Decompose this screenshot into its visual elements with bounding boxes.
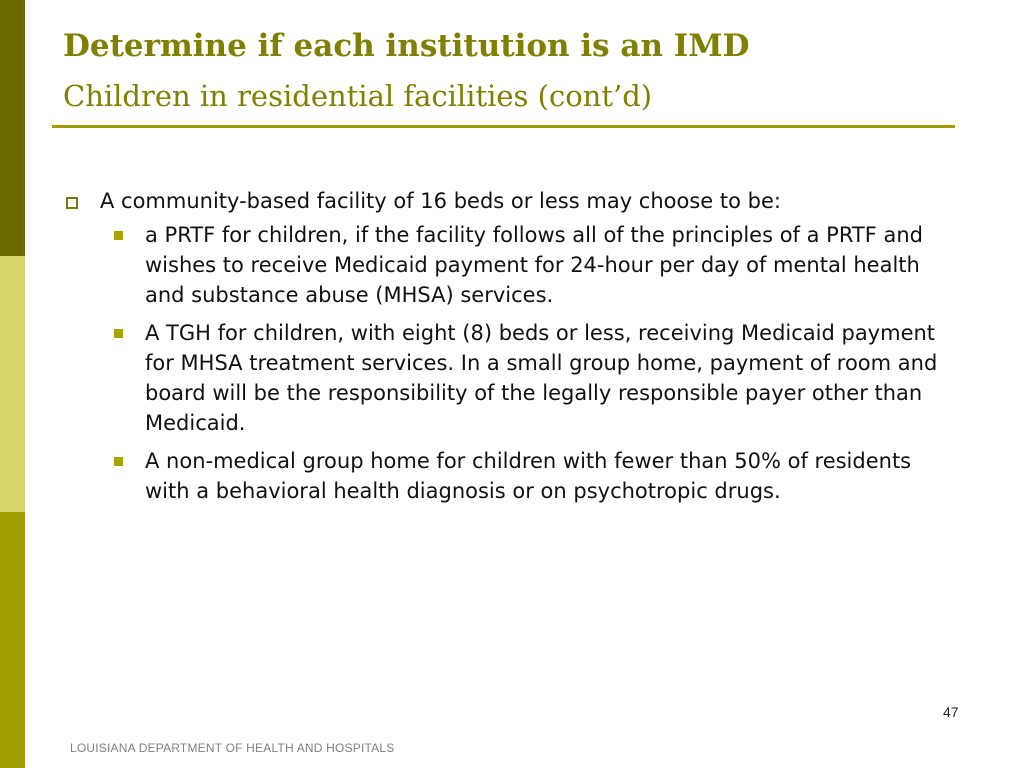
slide-title: Determine if each institution is an IMD	[63, 28, 750, 64]
sub-bullet-prtf	[145, 220, 957, 310]
sub-bullet-group-home	[145, 446, 957, 506]
page-number: 47	[943, 704, 959, 720]
slide-subtitle: Children in residential facilities (cont’d)	[63, 79, 653, 113]
sub-bullet-text: a PRTF for children, if the facility follows all of the principles of a PRTF and wishes to receive Medicaid payment for 24-hour per day of mental health and substance abuse (MHSA) services.	[145, 223, 923, 307]
square-bullet-icon	[114, 329, 123, 338]
side-bar-top	[0, 0, 25, 256]
bullet-text: A community-based facility of 16 beds or less may choose to be:	[100, 189, 781, 213]
sub-bullet-text: A non-medical group home for children with fewer than 50% of residents with a behavioral health diagnosis or on psychotropic drugs.	[145, 449, 912, 503]
footer-organization: LOUISIANA DEPARTMENT OF HEALTH AND HOSPITALS	[70, 741, 395, 755]
sub-bullet-tgh	[145, 318, 957, 438]
sub-bullet-text: A TGH for children, with eight (8) beds or less, receiving Medicaid payment for MHSA treatment services. In a small group home, payment of room and board will be the responsibility of the legally responsible payer other than Medicaid.	[145, 321, 938, 435]
square-bullet-icon	[114, 231, 123, 240]
side-bar-bottom	[0, 512, 25, 768]
title-divider	[52, 125, 955, 128]
content-area	[62, 186, 962, 514]
bullet-level1	[62, 186, 962, 216]
side-bar-middle	[0, 256, 25, 512]
square-bullet-icon	[114, 457, 123, 466]
hollow-square-bullet-icon	[66, 197, 78, 209]
